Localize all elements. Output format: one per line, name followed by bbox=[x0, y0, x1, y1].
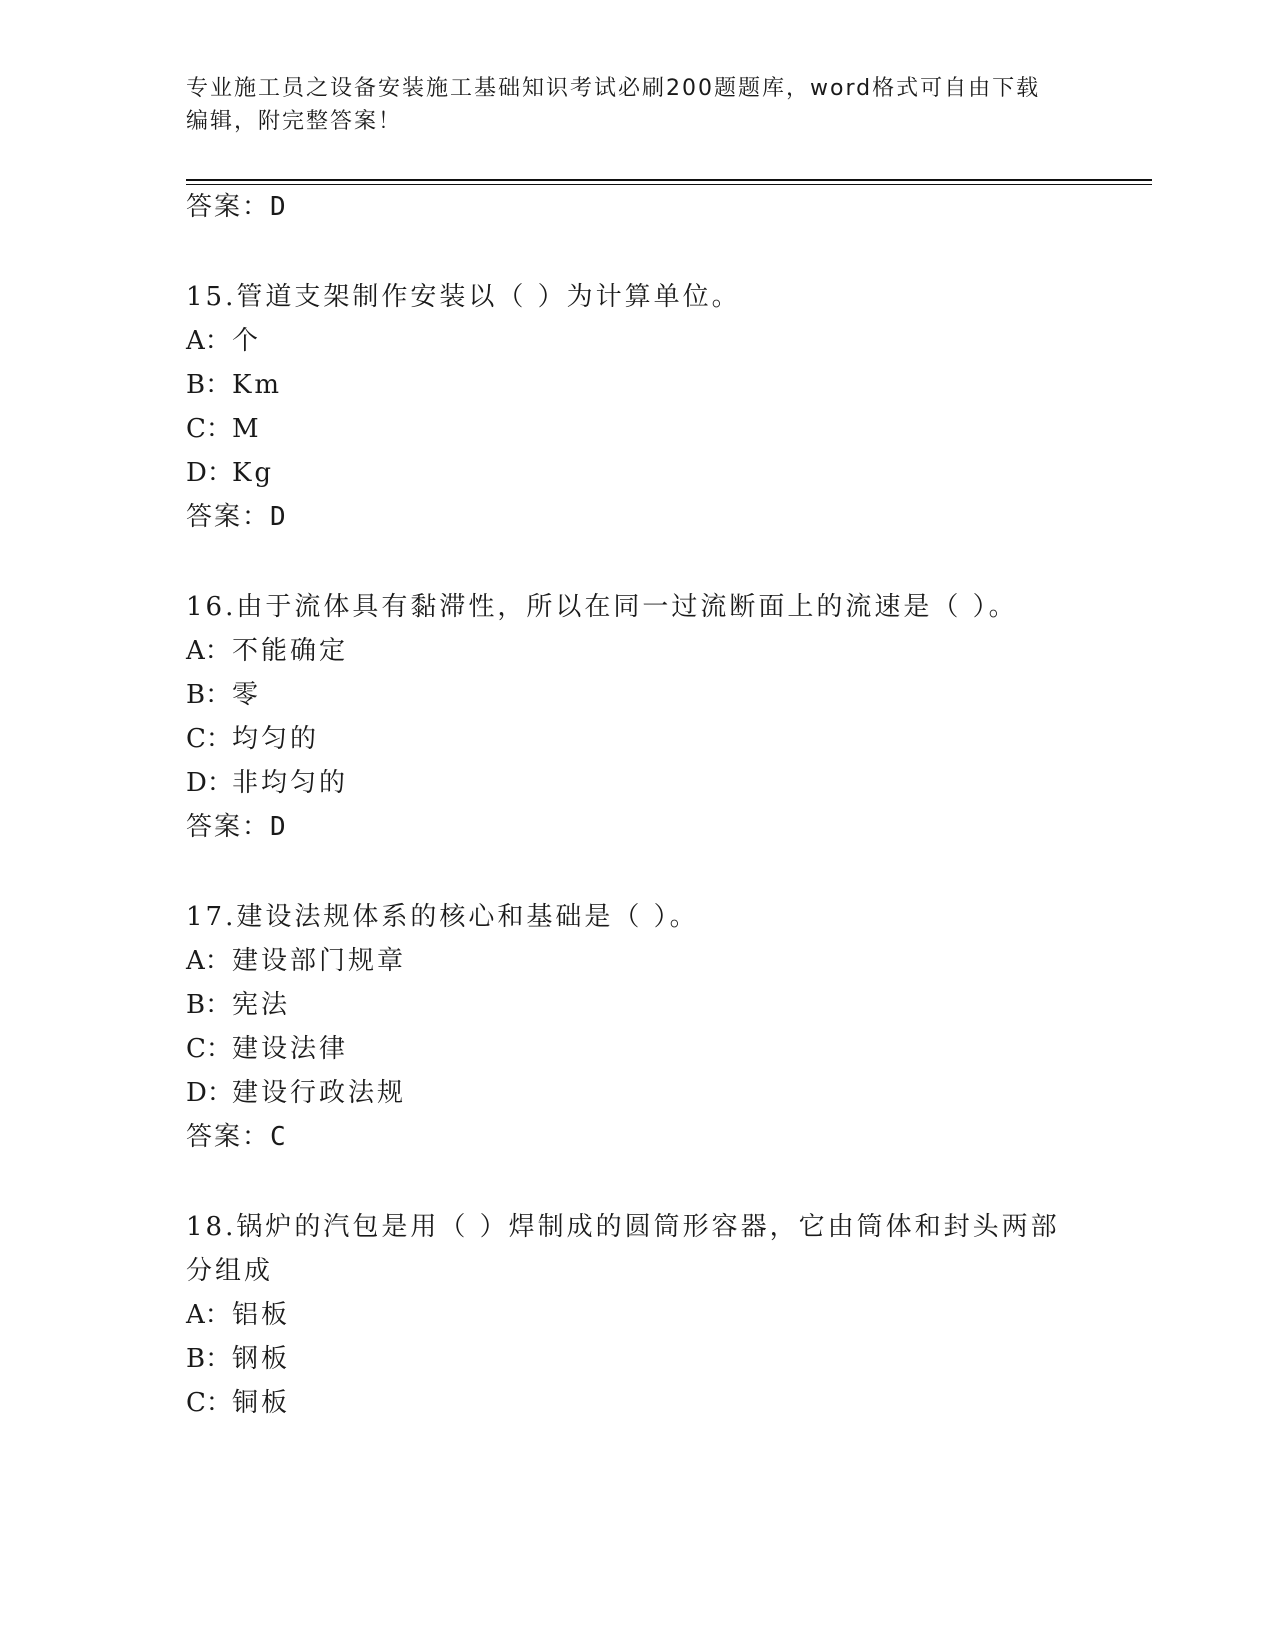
question-16-option-d bbox=[186, 766, 348, 800]
header-line-2: 编辑，附完整答案！ bbox=[186, 109, 403, 134]
question-17-option-c bbox=[186, 1032, 348, 1066]
answer-value: D bbox=[270, 502, 288, 532]
option-key: A： bbox=[186, 636, 231, 666]
question-16-option-a bbox=[186, 634, 348, 668]
option-text: 均匀的 bbox=[232, 724, 320, 754]
header-divider-thin bbox=[186, 184, 1152, 185]
question-15-option-b bbox=[186, 368, 282, 402]
answer-label: 答案： bbox=[186, 502, 271, 532]
option-text: 不能确定 bbox=[232, 636, 349, 666]
option-key: A： bbox=[186, 1300, 231, 1330]
option-text: 铝板 bbox=[232, 1300, 291, 1330]
option-key: D： bbox=[186, 768, 233, 798]
option-text: 建设法律 bbox=[232, 1034, 349, 1064]
question-15-text: 15.管道支架制作安装以（ ）为计算单位。 bbox=[186, 282, 741, 312]
question-16-option-b bbox=[186, 678, 261, 712]
option-text: 建设部门规章 bbox=[232, 946, 407, 976]
question-17-option-b bbox=[186, 988, 290, 1022]
document-header bbox=[186, 72, 1066, 138]
question-17-option-a bbox=[186, 944, 406, 978]
question-15-option-a bbox=[186, 324, 261, 358]
option-text: Km bbox=[232, 370, 283, 400]
option-text: Kg bbox=[232, 458, 275, 488]
option-text: 建设行政法规 bbox=[232, 1078, 407, 1108]
answer-value: D bbox=[270, 812, 288, 842]
option-key: C： bbox=[186, 1034, 232, 1064]
option-text: 钢板 bbox=[232, 1344, 291, 1374]
question-17-text: 17.建设法规体系的核心和基础是（ ）。 bbox=[186, 902, 699, 932]
answer-label: 答案： bbox=[186, 812, 271, 842]
option-key: C： bbox=[186, 414, 232, 444]
option-text: 宪法 bbox=[232, 990, 291, 1020]
answer-value: D bbox=[270, 192, 288, 222]
option-text: 非均匀的 bbox=[232, 768, 349, 798]
question-15-answer bbox=[186, 500, 288, 534]
option-text: 铜板 bbox=[232, 1388, 291, 1418]
option-key: D： bbox=[186, 458, 233, 488]
option-key: B： bbox=[186, 990, 232, 1020]
option-key: B： bbox=[186, 1344, 232, 1374]
option-key: B： bbox=[186, 370, 232, 400]
question-18-option-b bbox=[186, 1342, 290, 1376]
header-line-1: 专业施工员之设备安装施工基础知识考试必刷200题题库，word格式可自由下载 bbox=[186, 76, 1041, 101]
question-15-option-d bbox=[186, 456, 274, 490]
answer-label: 答案： bbox=[186, 192, 271, 222]
option-key: B： bbox=[186, 680, 232, 710]
answer-label: 答案： bbox=[186, 1122, 271, 1152]
question-18-option-c bbox=[186, 1386, 290, 1420]
option-key: A： bbox=[186, 326, 231, 356]
question-18-text-line-2: 分组成 bbox=[186, 1256, 274, 1286]
question-16-text: 16.由于流体具有黏滞性，所以在同一过流断面上的流速是（ ）。 bbox=[186, 592, 1018, 622]
option-text: 零 bbox=[232, 680, 262, 710]
option-key: A： bbox=[186, 946, 231, 976]
top-answer bbox=[186, 190, 288, 224]
question-17-answer bbox=[186, 1120, 288, 1154]
option-key: C： bbox=[186, 1388, 232, 1418]
question-17-option-d bbox=[186, 1076, 406, 1110]
header-divider-thick bbox=[186, 179, 1152, 181]
question-16-answer bbox=[186, 810, 288, 844]
option-key: D： bbox=[186, 1078, 233, 1108]
option-text: M bbox=[232, 414, 262, 444]
answer-value: C bbox=[270, 1122, 288, 1152]
question-18-text-line-1: 18.锅炉的汽包是用（ ）焊制成的圆筒形容器，它由筒体和封头两部 bbox=[186, 1212, 1060, 1242]
question-16-option-c bbox=[186, 722, 319, 756]
option-text: 个 bbox=[232, 326, 262, 356]
question-15-option-c bbox=[186, 412, 262, 446]
question-18-option-a bbox=[186, 1298, 290, 1332]
option-key: C： bbox=[186, 724, 232, 754]
